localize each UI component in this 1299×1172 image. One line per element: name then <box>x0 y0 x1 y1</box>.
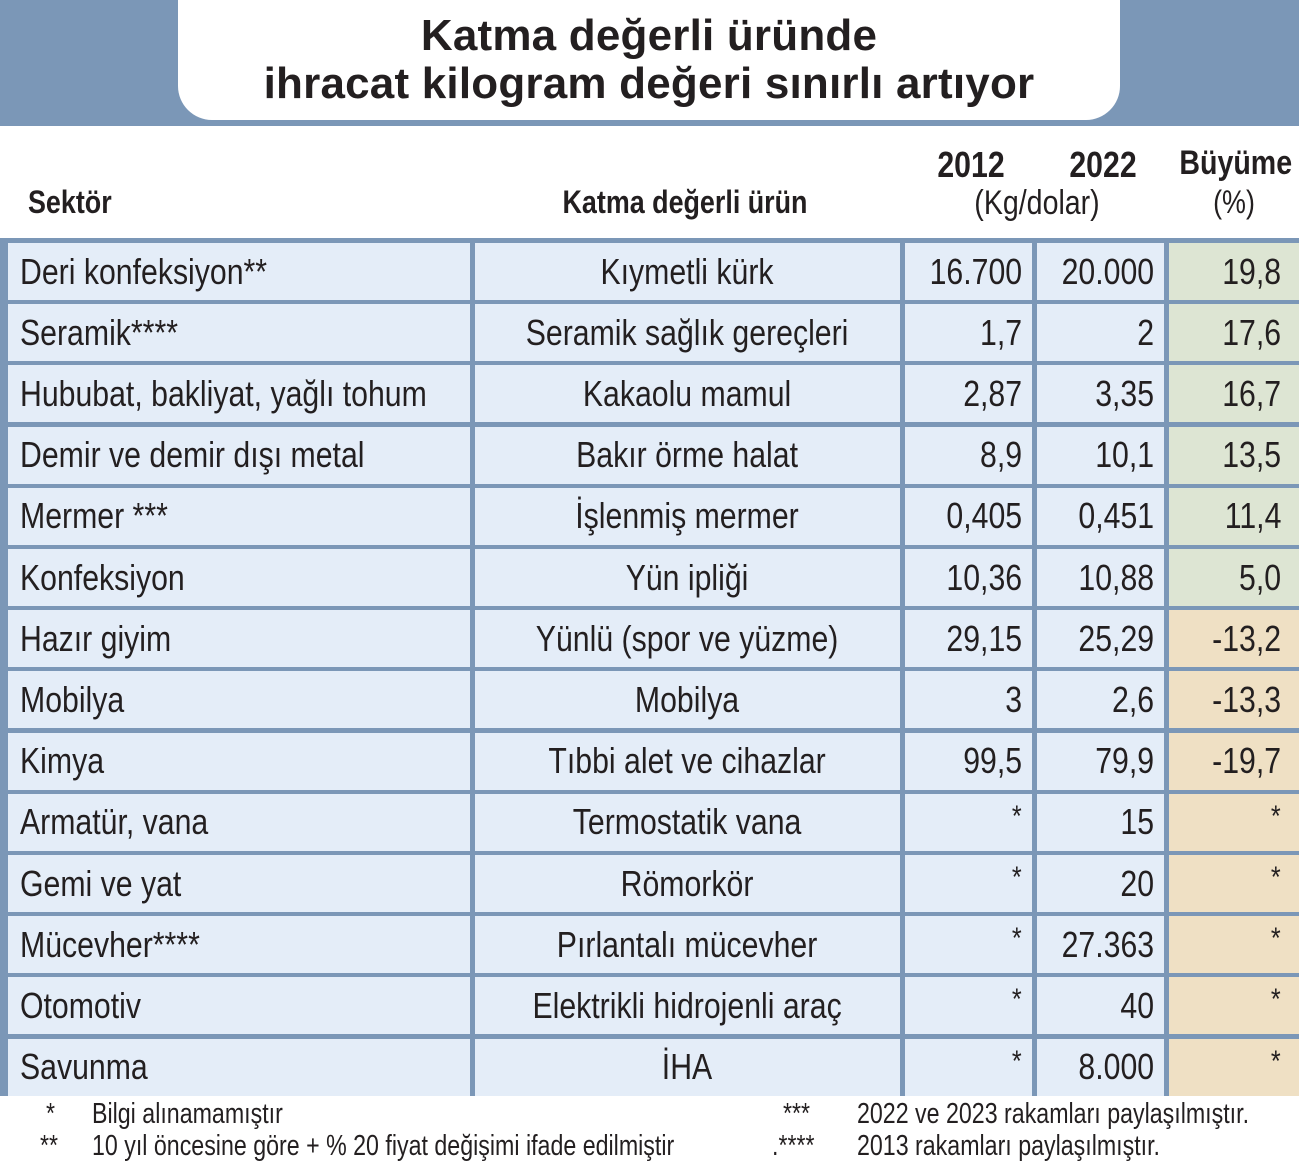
value-2012-cell <box>905 977 1032 1034</box>
growth-cell <box>1169 855 1299 912</box>
title-line-1: Katma değerli üründe <box>420 11 878 60</box>
value-2012-cell-text: * <box>1012 799 1022 833</box>
footnote-mark: .**** <box>772 1130 815 1162</box>
value-2012-cell <box>905 549 1032 606</box>
product-cell-text: Yün ipliği <box>626 556 749 598</box>
sector-cell-text: Mücevher**** <box>20 923 200 965</box>
growth-cell <box>1169 794 1299 851</box>
value-2012-cell-text: 29,15 <box>946 617 1022 659</box>
product-cell-text: Bakır örme halat <box>576 434 799 476</box>
value-2012-cell-text: * <box>1012 1044 1022 1078</box>
sector-cell <box>8 243 470 300</box>
growth-cell <box>1169 304 1299 361</box>
value-2022-cell <box>1037 1039 1164 1096</box>
value-2022-cell <box>1037 977 1164 1034</box>
growth-cell-text: * <box>1271 799 1281 833</box>
product-cell-text: İşlenmiş mermer <box>575 495 800 537</box>
product-cell-text: Kakaolu mamul <box>583 372 792 414</box>
product-cell-text: Kıymetli kürk <box>600 250 775 292</box>
sector-cell-text: Hazır giyim <box>20 617 172 659</box>
growth-cell-text: 19,8 <box>1222 250 1281 292</box>
header-unit: (Kg/dolar) <box>974 184 1100 222</box>
value-2022-cell-text: 10,1 <box>1095 434 1154 476</box>
value-2012-cell <box>905 794 1032 851</box>
value-2022-cell <box>1037 549 1164 606</box>
product-cell-text: Elektrikli hidrojenli araç <box>532 984 843 1026</box>
growth-cell <box>1169 977 1299 1034</box>
value-2012-cell-text: 16.700 <box>929 250 1022 292</box>
value-2022-cell-text: 27.363 <box>1061 923 1154 965</box>
growth-cell-text: * <box>1271 922 1281 956</box>
sector-cell <box>8 304 470 361</box>
footnote-text: 2022 ve 2023 rakamları paylaşılmıştır. <box>857 1098 1250 1130</box>
sector-cell-text: Demir ve demir dışı metal <box>20 434 365 476</box>
value-2022-cell-text: 0,451 <box>1078 495 1154 537</box>
product-cell <box>475 427 900 484</box>
table-row <box>0 671 1299 728</box>
sector-cell-text: Otomotiv <box>20 984 141 1026</box>
sector-cell <box>8 488 470 545</box>
footnote-mark: * <box>46 1098 56 1130</box>
product-cell <box>475 916 900 973</box>
sector-cell-text: Deri konfeksiyon** <box>20 250 268 292</box>
value-2012-cell-text: 0,405 <box>946 495 1022 537</box>
growth-cell-text: 11,4 <box>1224 495 1281 537</box>
value-2012-cell <box>905 1039 1032 1096</box>
growth-cell <box>1169 916 1299 973</box>
sector-cell <box>8 427 470 484</box>
value-2012-cell-text: 10,36 <box>946 556 1022 598</box>
table-row <box>0 427 1299 484</box>
value-2012-cell-text: 1,7 <box>979 311 1022 353</box>
sector-cell-text: Hububat, bakliyat, yağlı tohum <box>20 372 427 414</box>
sector-cell-text: Seramik**** <box>20 311 178 353</box>
value-2022-cell-text: 79,9 <box>1095 740 1154 782</box>
growth-cell <box>1169 671 1299 728</box>
growth-cell-text: * <box>1271 983 1281 1017</box>
product-cell <box>475 977 900 1034</box>
sector-cell-text: Gemi ve yat <box>20 862 182 904</box>
sector-cell-text: Kimya <box>20 740 105 782</box>
growth-cell <box>1169 1039 1299 1096</box>
product-cell-text: İHA <box>662 1046 713 1088</box>
value-2012-cell-text: 3 <box>1005 678 1022 720</box>
table-row <box>0 733 1299 790</box>
product-cell-text: Termostatik vana <box>573 801 802 843</box>
growth-cell <box>1169 733 1299 790</box>
value-2022-cell-text: 20.000 <box>1061 250 1154 292</box>
growth-cell <box>1169 243 1299 300</box>
table-row <box>0 794 1299 851</box>
table-row <box>0 549 1299 606</box>
product-cell-text: Mobilya <box>635 678 740 720</box>
value-2022-cell-text: 3,35 <box>1095 372 1154 414</box>
sector-cell <box>8 549 470 606</box>
growth-cell-text: -19,7 <box>1212 740 1281 782</box>
value-2012-cell-text: * <box>1012 983 1022 1017</box>
table-row <box>0 610 1299 667</box>
sector-cell-text: Savunma <box>20 1046 148 1088</box>
footnote-mark: *** <box>783 1098 811 1130</box>
header-growth-unit: (%) <box>1213 184 1255 220</box>
growth-cell <box>1169 488 1299 545</box>
value-2022-cell <box>1037 671 1164 728</box>
table-header <box>0 126 1299 238</box>
value-2012-cell-text: 8,9 <box>979 434 1022 476</box>
value-2022-cell-text: 10,88 <box>1078 556 1154 598</box>
value-2012-cell <box>905 733 1032 790</box>
table-row <box>0 243 1299 300</box>
product-cell-text: Yünlü (spor ve yüzme) <box>536 617 839 659</box>
product-cell <box>475 304 900 361</box>
growth-cell <box>1169 365 1299 422</box>
product-cell-text: Pırlantalı mücevher <box>557 923 818 965</box>
sector-cell <box>8 916 470 973</box>
value-2012-cell-text: * <box>1012 922 1022 956</box>
growth-cell-text: 17,6 <box>1222 311 1281 353</box>
value-2022-cell-text: 40 <box>1120 984 1154 1026</box>
table-row <box>0 365 1299 422</box>
value-2022-cell <box>1037 794 1164 851</box>
value-2012-cell <box>905 488 1032 545</box>
value-2022-cell <box>1037 733 1164 790</box>
value-2012-cell <box>905 610 1032 667</box>
value-2012-cell <box>905 304 1032 361</box>
footnotes <box>0 1096 1299 1172</box>
product-cell <box>475 671 900 728</box>
growth-cell <box>1169 610 1299 667</box>
table-row <box>0 304 1299 361</box>
sector-cell-text: Mobilya <box>20 678 125 720</box>
sector-cell <box>8 610 470 667</box>
value-2012-cell <box>905 671 1032 728</box>
value-2022-cell <box>1037 916 1164 973</box>
value-2022-cell-text: 15 <box>1120 801 1154 843</box>
footnote-text: 2013 rakamları paylaşılmıştır. <box>857 1130 1161 1162</box>
sector-cell <box>8 365 470 422</box>
sector-cell-text: Konfeksiyon <box>20 556 185 598</box>
product-cell <box>475 733 900 790</box>
growth-cell-text: * <box>1271 861 1281 894</box>
table-row <box>0 488 1299 545</box>
value-2022-cell <box>1037 855 1164 912</box>
table-row <box>0 1039 1299 1096</box>
growth-cell-text: 16,7 <box>1222 372 1281 414</box>
table-row <box>0 916 1299 973</box>
value-2022-cell <box>1037 365 1164 422</box>
growth-cell-text: 13,5 <box>1222 434 1281 476</box>
header-year-2012: 2012 <box>937 144 1005 185</box>
sector-cell <box>8 855 470 912</box>
value-2012-cell-text: * <box>1012 861 1022 894</box>
table-row <box>0 855 1299 912</box>
value-2012-cell-text: 99,5 <box>963 740 1022 782</box>
footnote-text: 10 yıl öncesine göre + % 20 fiyat değişimi ifade edilmiştir <box>92 1130 675 1162</box>
header-sektor: Sektör <box>28 184 112 220</box>
sector-cell-text: Armatür, vana <box>20 801 209 843</box>
value-2012-cell <box>905 916 1032 973</box>
growth-cell <box>1169 427 1299 484</box>
product-cell <box>475 1039 900 1096</box>
value-2012-cell <box>905 365 1032 422</box>
growth-cell-text: 5,0 <box>1238 556 1281 598</box>
header-year-2022: 2022 <box>1069 144 1137 185</box>
sector-cell <box>8 977 470 1034</box>
value-2022-cell-text: 8.000 <box>1078 1046 1154 1088</box>
value-2022-cell <box>1037 610 1164 667</box>
growth-cell-text: -13,3 <box>1212 678 1281 720</box>
product-cell <box>475 855 900 912</box>
sector-cell <box>8 671 470 728</box>
sector-cell <box>8 794 470 851</box>
table-row <box>0 977 1299 1034</box>
product-cell-text: Tıbbi alet ve cihazlar <box>548 740 827 782</box>
value-2012-cell <box>905 243 1032 300</box>
data-table <box>0 238 1299 1096</box>
sector-cell <box>8 1039 470 1096</box>
product-cell-text: Seramik sağlık gereçleri <box>526 311 849 353</box>
product-cell <box>475 488 900 545</box>
product-cell <box>475 549 900 606</box>
header-product: Katma değerli ürün <box>562 184 808 220</box>
title-line-2: ihracat kilogram değeri sınırlı artıyor <box>263 59 1035 108</box>
value-2022-cell <box>1037 304 1164 361</box>
product-cell <box>475 794 900 851</box>
growth-cell-text: * <box>1271 1044 1281 1078</box>
footnote-mark: ** <box>40 1130 59 1162</box>
value-2022-cell <box>1037 488 1164 545</box>
footnote-text: Bilgi alınamamıştır <box>92 1098 283 1130</box>
sector-cell-text: Mermer *** <box>20 495 168 537</box>
value-2012-cell <box>905 427 1032 484</box>
value-2022-cell-text: 2,6 <box>1111 678 1154 720</box>
product-cell <box>475 243 900 300</box>
value-2022-cell-text: 20 <box>1120 862 1154 904</box>
growth-cell <box>1169 549 1299 606</box>
value-2022-cell-text: 25,29 <box>1078 617 1154 659</box>
value-2012-cell-text: 2,87 <box>963 372 1022 414</box>
header-growth: Büyüme <box>1179 144 1293 182</box>
product-cell <box>475 365 900 422</box>
sector-cell <box>8 733 470 790</box>
title-band <box>0 0 1299 126</box>
value-2012-cell <box>905 855 1032 912</box>
product-cell-text: Römorkör <box>621 862 754 904</box>
value-2022-cell-text: 2 <box>1137 311 1154 353</box>
product-cell <box>475 610 900 667</box>
growth-cell-text: -13,2 <box>1212 617 1281 659</box>
value-2022-cell <box>1037 427 1164 484</box>
title-box <box>178 0 1120 120</box>
value-2022-cell <box>1037 243 1164 300</box>
